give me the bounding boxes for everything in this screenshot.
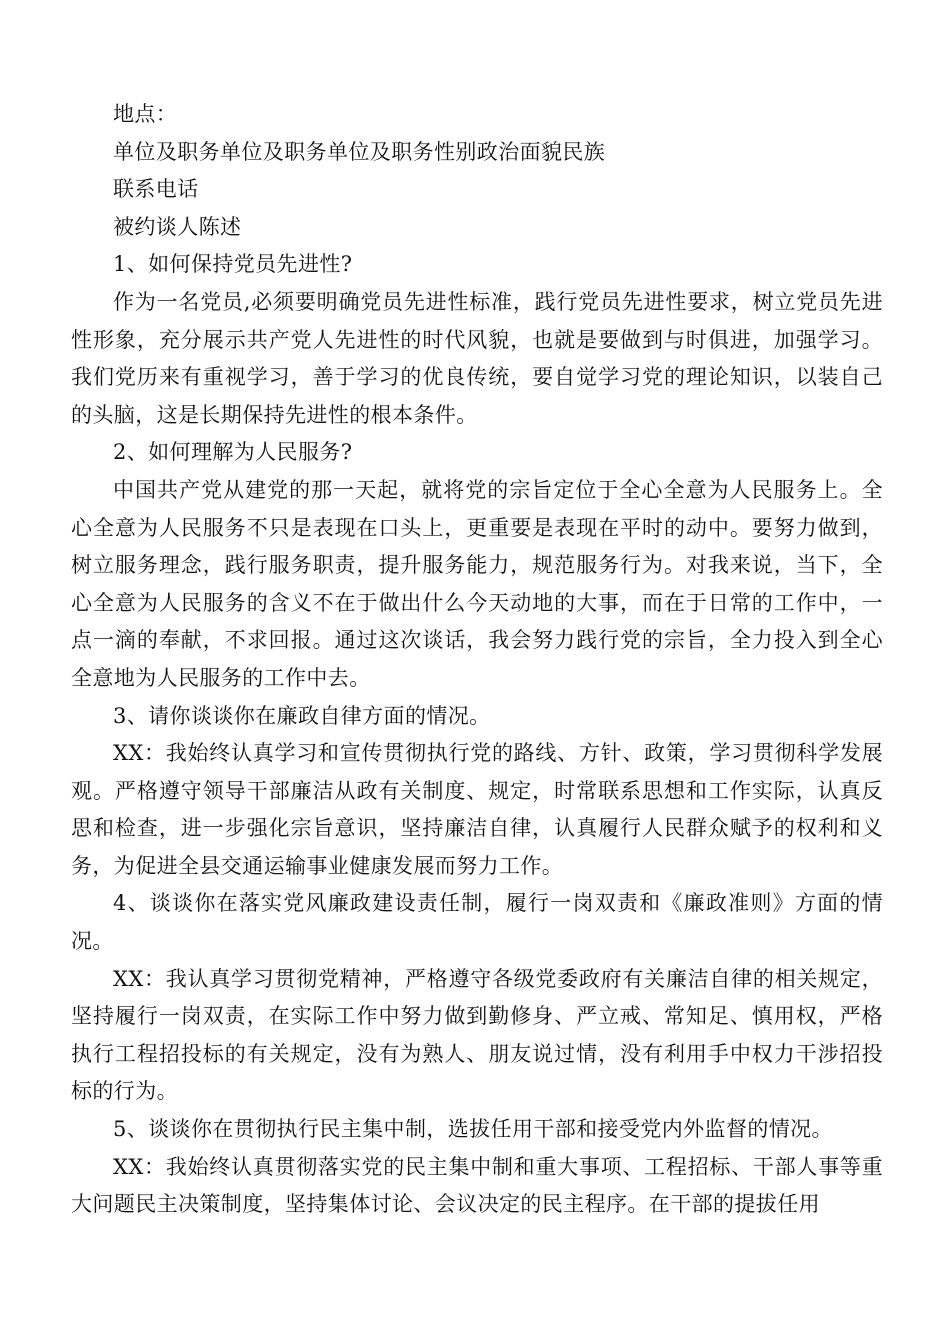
statement-heading: 被约谈人陈述 (113, 214, 242, 239)
question-5: 5、谈谈你在贯彻执行民主集中制，选拔任用干部和接受党内外监督的情况。 (113, 1117, 833, 1142)
answer-3: XX：我始终认真学习和宣传贯彻执行党的路线、方针、政策，学习贯彻科学发展观。严格遵守领导干部廉洁从政有关制度、规定，时常联系思想和工作实际，认真反思和检查，进一步强化宗旨意识，坚持廉洁自律，认真履行人民群众赋予的权利和义务，为促进全县交通运输事业健康发展而努力工作。 (71, 741, 883, 878)
info-fields-line: 单位及职务单位及职务单位及职务性别政治面貌民族 (113, 139, 606, 164)
answer-4: XX：我认真学习贯彻党精神，严格遵守各级党委政府有关廉洁自律的相关规定，坚持履行一岗双责，在实际工作中努力做到勤修身、严立戒、常知足、慎用权，严格执行工程招投标的有关规定，没有为熟人、朋友说过情，没有利用手中权力干涉招投标的行为。 (71, 966, 883, 1104)
location-label: 地点： (113, 102, 178, 126)
question-1: 1、如何保持党员先进性? (113, 252, 353, 277)
phone-label: 联系电话 (113, 177, 199, 202)
document-body (71, 96, 883, 1224)
answer-2: 中国共产党从建党的那一天起，就将党的宗旨定位于全心全意为人民服务上。全心全意为人民服务不只是表现在口头上，更重要是表现在平时的动中。要努力做到，树立服务理念，践行服务职责，提升服务能力，规范服务行为。对我来说，当下，全心全意为人民服务的含义不在于做出什么今天动地的大事，而在于日常的工作中，一点一滴的奉献，不求回报。通过这次谈话，我会努力践行党的宗旨，全力投入到全心全意地为人民服务的工作中去。 (71, 477, 883, 690)
question-2: 2、如何理解为人民服务? (113, 440, 353, 465)
answer-5: XX：我始终认真贯彻落实党的民主集中制和重大事项、工程招标、干部人事等重大问题民主决策制度，坚持集体讨论、会议决定的民主程序。在干部的提拔任用 (71, 1154, 883, 1217)
question-4: 4、谈谈你在落实党风廉政建设责任制，履行一岗双责和《廉政准则》方面的情况。 (71, 891, 883, 954)
question-3: 3、请你谈谈你在廉政自律方面的情况。 (113, 703, 491, 728)
answer-1: 作为一名党员,必须要明确党员先进性标准，践行党员先进性要求，树立党员先进性形象，充分展示共产党人先进性的时代风貌，也就是要做到与时俱进，加强学习。我们党历来有重视学习，善于学习的优良传统，要自觉学习党的理论知识，以装自己的头脑，这是长期保持先进性的根本条件。 (71, 289, 883, 427)
